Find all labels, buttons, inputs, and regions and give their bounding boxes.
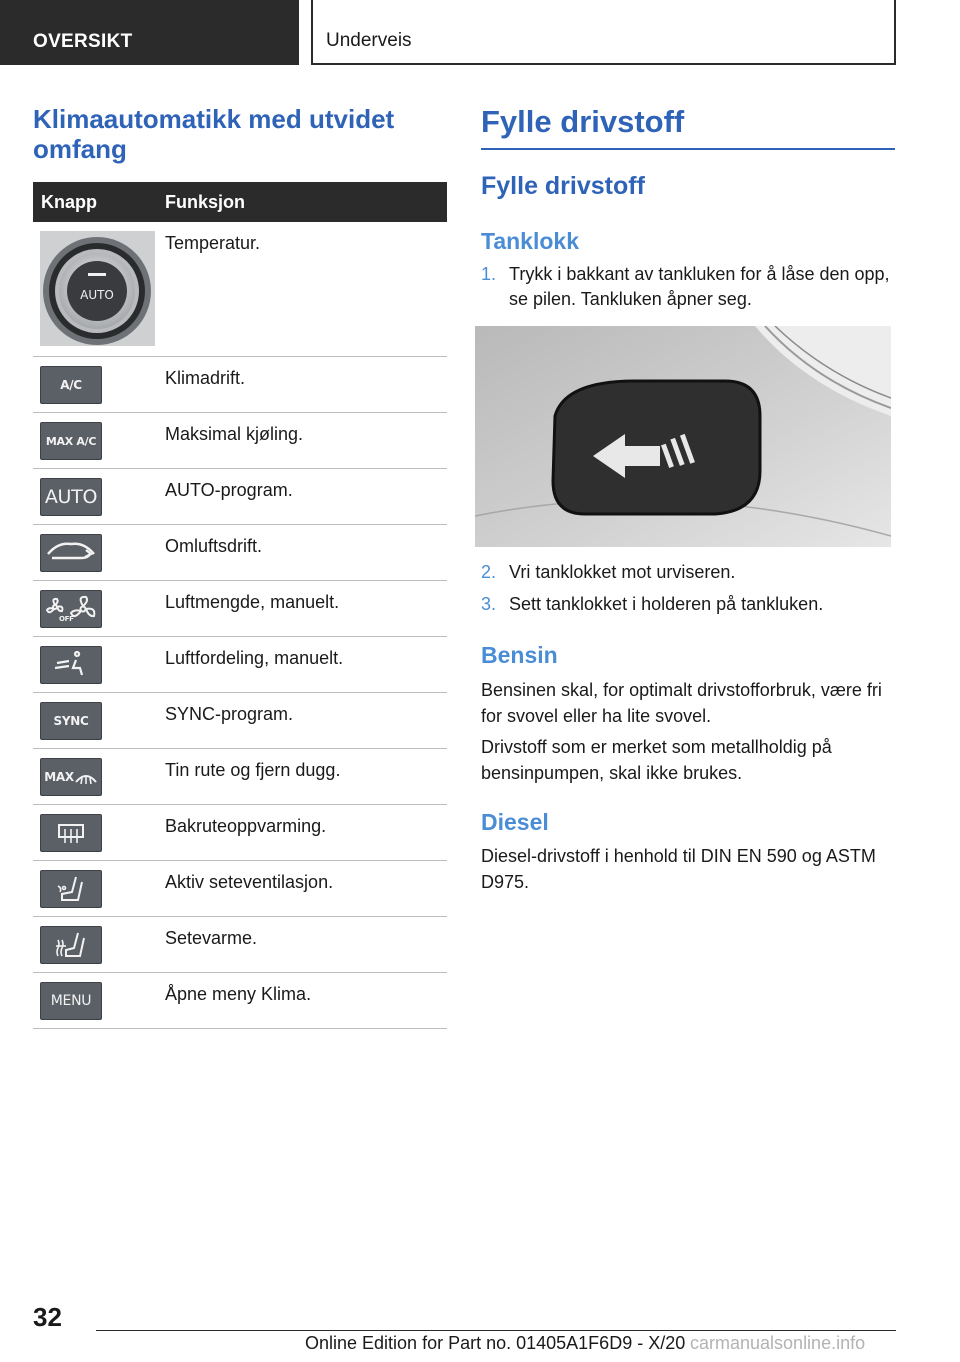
function-text: Aktiv seteventilasjon. <box>157 861 447 917</box>
function-text: Setevarme. <box>157 917 447 973</box>
ac-button-icon: A/C <box>40 366 102 404</box>
knob-label: AUTO <box>80 288 114 302</box>
seat-ventilation-icon <box>40 870 102 908</box>
table-row <box>33 413 447 469</box>
section-tab[interactable]: OVERSIKT <box>0 0 299 65</box>
climate-buttons-table <box>33 182 447 1029</box>
function-text: SYNC-program. <box>157 693 447 749</box>
climate-heading: Klimaautomatikk med utvidet omfang <box>33 104 395 164</box>
auto-button-icon: AUTO <box>40 478 102 516</box>
function-text: Tin rute og fjern dugg. <box>157 749 447 805</box>
table-row <box>33 357 447 413</box>
tanklokk-heading: Tanklokk <box>481 228 579 254</box>
table-row <box>33 581 447 637</box>
chapter-tab[interactable]: Underveis <box>311 0 896 65</box>
fuel-flap-photo <box>475 326 891 547</box>
diesel-paragraph: Diesel-drivstoff i henhold til DIN EN 590 og ASTM D975. <box>481 846 876 892</box>
table-row <box>33 222 447 357</box>
menu-button-icon: MENU <box>40 982 102 1020</box>
fan-icon <box>40 590 102 628</box>
watermark: carmanualsonline.info <box>690 1333 866 1353</box>
step-text: Vri tanklokket mot urviseren. <box>509 562 736 582</box>
column-header-button: Knapp <box>33 182 157 222</box>
table-row <box>33 693 447 749</box>
bensin-heading: Bensin <box>481 642 558 668</box>
sync-button-icon: SYNC <box>40 702 102 740</box>
air-distribution-icon <box>40 646 102 684</box>
edition-text: Online Edition for Part no. 01405A1F6D9 - X/20 <box>305 1333 686 1353</box>
list-item <box>481 560 895 585</box>
column-header-function: Funksjon <box>157 182 447 222</box>
bensin-paragraph: Drivstoff som er merket som metallholdig på bensinpumpen, skal ikke brukes. <box>481 737 832 783</box>
section-heading: Fylle drivstoff <box>481 172 645 200</box>
function-text: Bakruteoppvarming. <box>157 805 447 861</box>
table-row <box>33 917 447 973</box>
diesel-heading: Diesel <box>481 809 549 835</box>
page-title: Fylle drivstoff <box>481 104 895 150</box>
function-text: Åpne meny Klima. <box>157 973 447 1029</box>
step-text: Sett tanklokket i holderen på tankluken. <box>509 594 824 614</box>
function-text: Temperatur. <box>157 222 447 357</box>
max-label: MAX <box>44 770 74 784</box>
function-text: Luftmengde, manuelt. <box>157 581 447 637</box>
list-item <box>481 262 895 312</box>
table-row <box>33 525 447 581</box>
table-row <box>33 861 447 917</box>
function-text: AUTO-program. <box>157 469 447 525</box>
svg-text:OFF: OFF <box>59 615 74 623</box>
step-text: Trykk i bakkant av tankluken for å låse den opp, se pilen. Tankluken åpner seg. <box>509 264 890 309</box>
footer-divider <box>96 1330 896 1331</box>
function-text: Omluftsdrift. <box>157 525 447 581</box>
step-number: 1. <box>481 264 497 284</box>
recirculation-icon <box>40 534 102 572</box>
table-row <box>33 805 447 861</box>
max-defrost-icon <box>40 758 102 796</box>
function-text: Luftfordeling, manuelt. <box>157 637 447 693</box>
table-header-row <box>33 182 447 222</box>
bensin-paragraph: Bensinen skal, for optimalt drivstofforbruk, være fri for svovel eller ha lite svovel. <box>481 680 882 726</box>
rear-window-defrost-icon <box>40 814 102 852</box>
max-ac-button-icon: MAX A/C <box>40 422 102 460</box>
function-text: Klimadrift. <box>157 357 447 413</box>
function-text: Maksimal kjøling. <box>157 413 447 469</box>
table-row <box>33 973 447 1029</box>
step-number: 2. <box>481 562 497 582</box>
table-row <box>33 469 447 525</box>
seat-heating-icon <box>40 926 102 964</box>
table-row <box>33 637 447 693</box>
temperature-knob-icon <box>40 231 155 346</box>
page-number: 32 <box>33 1302 62 1332</box>
table-row <box>33 749 447 805</box>
step-number: 3. <box>481 594 497 614</box>
list-item <box>481 592 895 617</box>
